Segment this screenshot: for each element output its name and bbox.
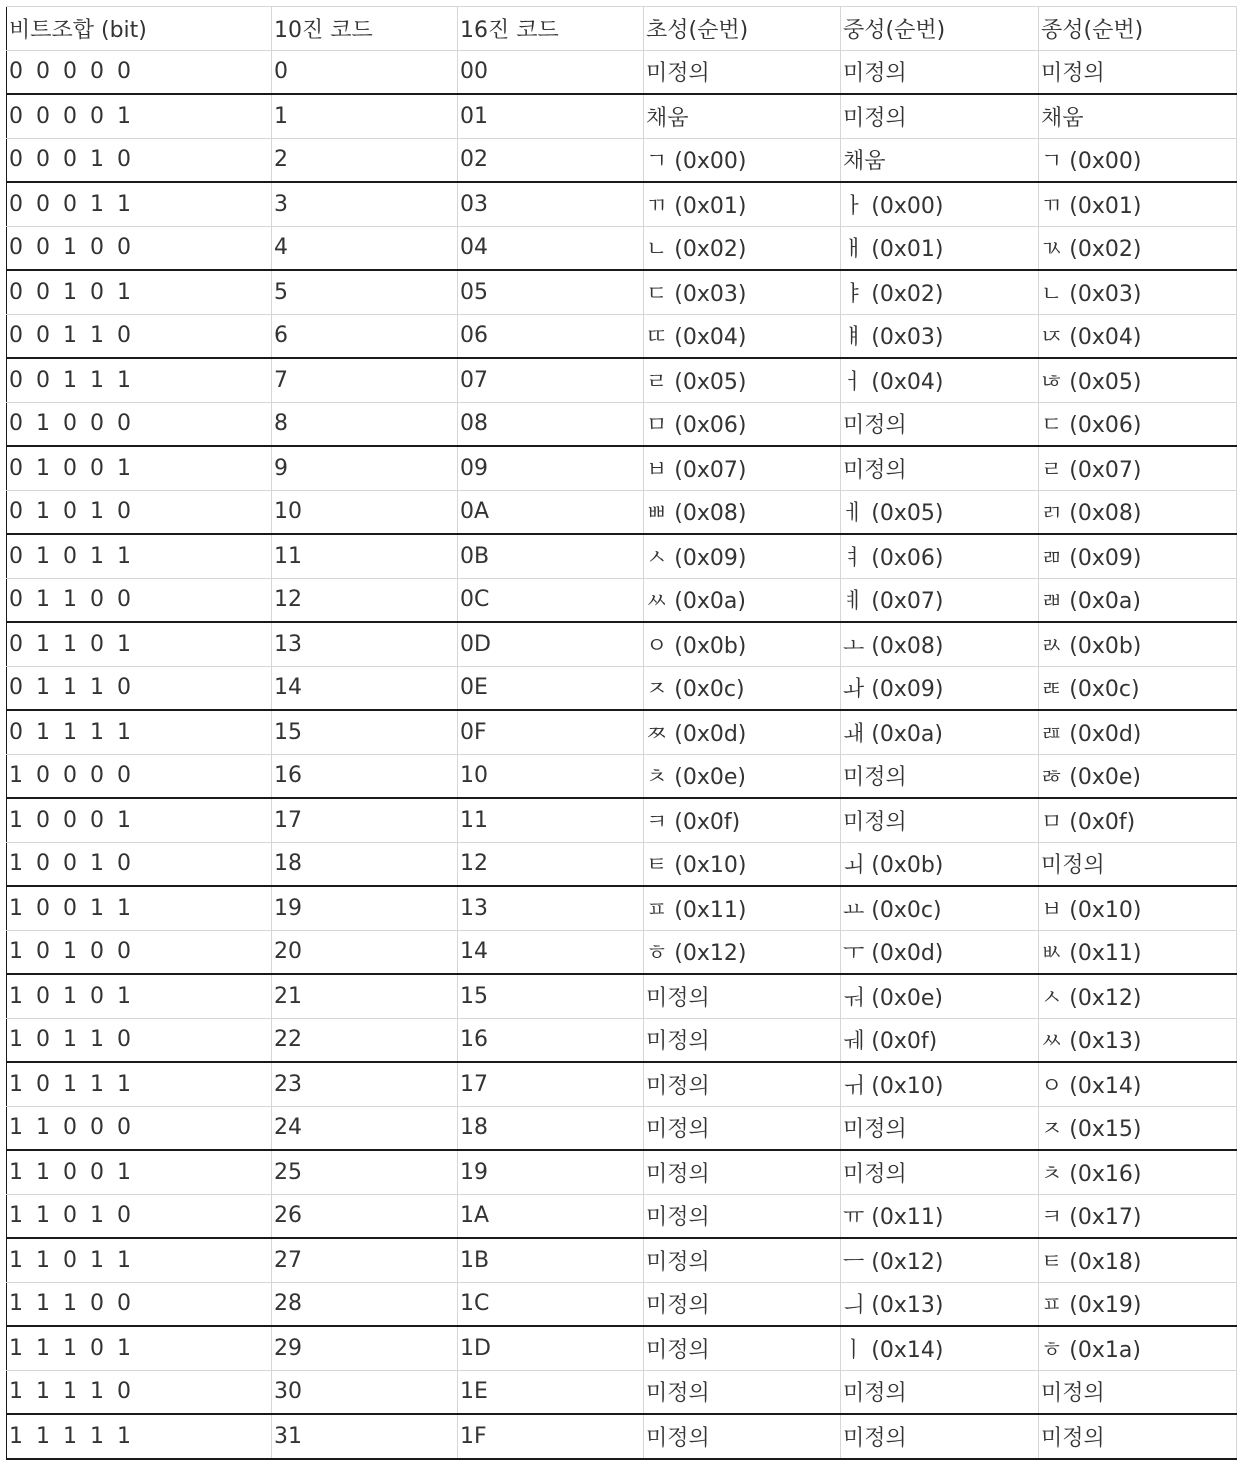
hex-cell: 0B — [458, 534, 644, 578]
initial-cell: 미정의 — [644, 974, 841, 1018]
final-cell: 미정의 — [1039, 842, 1237, 886]
medial-cell: ㅐ (0x01) — [841, 226, 1039, 270]
header-row — [7, 7, 1237, 51]
medial-cell: 미정의 — [841, 402, 1039, 446]
hex-cell: 17 — [458, 1062, 644, 1106]
medial-cell: 미정의 — [841, 1106, 1039, 1150]
final-cell: 채움 — [1039, 94, 1237, 138]
initial-cell: ㅂ (0x07) — [644, 446, 841, 490]
table-row — [7, 1414, 1237, 1459]
final-cell: ㄹ (0x07) — [1039, 446, 1237, 490]
initial-cell: ㅋ (0x0f) — [644, 798, 841, 842]
initial-cell: 미정의 — [644, 1282, 841, 1326]
header-initial-consonant: 초성(순번) — [644, 7, 841, 51]
table-row — [7, 94, 1237, 138]
initial-cell: 미정의 — [644, 1370, 841, 1414]
medial-cell: 미정의 — [841, 446, 1039, 490]
final-cell: ㅇ (0x14) — [1039, 1062, 1237, 1106]
decimal-cell: 28 — [272, 1282, 458, 1326]
hex-cell: 0A — [458, 490, 644, 534]
final-cell: ㄵ (0x04) — [1039, 314, 1237, 358]
hex-cell: 03 — [458, 182, 644, 226]
bit-cell: 1 1 1 1 0 — [7, 1370, 272, 1414]
bit-cell: 1 0 1 0 1 — [7, 974, 272, 1018]
initial-cell: 미정의 — [644, 1106, 841, 1150]
final-cell: ㄼ (0x0a) — [1039, 578, 1237, 622]
final-cell: ㄳ (0x02) — [1039, 226, 1237, 270]
table-row — [7, 534, 1237, 578]
decimal-cell: 19 — [272, 886, 458, 930]
final-cell: ㅎ (0x1a) — [1039, 1326, 1237, 1370]
bit-cell: 0 0 1 1 1 — [7, 358, 272, 402]
hex-cell: 08 — [458, 402, 644, 446]
table-row — [7, 1370, 1237, 1414]
hex-cell: 1B — [458, 1238, 644, 1282]
initial-cell: ㅇ (0x0b) — [644, 622, 841, 666]
initial-cell: ㄸ (0x04) — [644, 314, 841, 358]
hex-cell: 14 — [458, 930, 644, 974]
initial-cell: ㅉ (0x0d) — [644, 710, 841, 754]
medial-cell: 미정의 — [841, 50, 1039, 94]
decimal-cell: 29 — [272, 1326, 458, 1370]
final-cell: ㅌ (0x18) — [1039, 1238, 1237, 1282]
final-cell: ㅈ (0x15) — [1039, 1106, 1237, 1150]
decimal-cell: 4 — [272, 226, 458, 270]
table-row — [7, 842, 1237, 886]
decimal-cell: 6 — [272, 314, 458, 358]
bit-cell: 1 0 1 1 1 — [7, 1062, 272, 1106]
bit-cell: 0 0 1 0 0 — [7, 226, 272, 270]
initial-cell: ㄹ (0x05) — [644, 358, 841, 402]
medial-cell: ㅢ (0x13) — [841, 1282, 1039, 1326]
hex-cell: 1A — [458, 1194, 644, 1238]
hex-cell: 13 — [458, 886, 644, 930]
table-row — [7, 930, 1237, 974]
decimal-cell: 8 — [272, 402, 458, 446]
table-body — [7, 50, 1237, 1459]
bit-cell: 0 1 0 1 0 — [7, 490, 272, 534]
medial-cell: ㅟ (0x10) — [841, 1062, 1039, 1106]
table-row — [7, 1238, 1237, 1282]
decimal-cell: 5 — [272, 270, 458, 314]
final-cell: ㅊ (0x16) — [1039, 1150, 1237, 1194]
medial-cell: ㅚ (0x0b) — [841, 842, 1039, 886]
medial-cell: 미정의 — [841, 1150, 1039, 1194]
bit-cell: 0 0 0 0 1 — [7, 94, 272, 138]
final-cell: ㅋ (0x17) — [1039, 1194, 1237, 1238]
table-row — [7, 974, 1237, 1018]
hex-cell: 15 — [458, 974, 644, 1018]
bit-cell: 1 0 0 1 0 — [7, 842, 272, 886]
decimal-cell: 21 — [272, 974, 458, 1018]
hex-cell: 0F — [458, 710, 644, 754]
initial-cell: 미정의 — [644, 50, 841, 94]
medial-cell: ㅙ (0x0a) — [841, 710, 1039, 754]
final-cell: ㄾ (0x0c) — [1039, 666, 1237, 710]
final-cell: ㅀ (0x0e) — [1039, 754, 1237, 798]
initial-cell: 미정의 — [644, 1062, 841, 1106]
table-row — [7, 226, 1237, 270]
medial-cell: ㅝ (0x0e) — [841, 974, 1039, 1018]
header-bit-combination: 비트조합 (bit) — [7, 7, 272, 51]
bit-cell: 0 1 0 0 1 — [7, 446, 272, 490]
table-row — [7, 1282, 1237, 1326]
medial-cell: ㅜ (0x0d) — [841, 930, 1039, 974]
medial-cell: ㅓ (0x04) — [841, 358, 1039, 402]
decimal-cell: 24 — [272, 1106, 458, 1150]
decimal-cell: 14 — [272, 666, 458, 710]
initial-cell: 미정의 — [644, 1150, 841, 1194]
medial-cell: ㅗ (0x08) — [841, 622, 1039, 666]
final-cell: ㅂ (0x10) — [1039, 886, 1237, 930]
table-container — [6, 6, 1237, 1460]
decimal-cell: 11 — [272, 534, 458, 578]
decimal-cell: 30 — [272, 1370, 458, 1414]
bit-cell: 1 1 0 1 1 — [7, 1238, 272, 1282]
initial-cell: ㄴ (0x02) — [644, 226, 841, 270]
decimal-cell: 15 — [272, 710, 458, 754]
table-row — [7, 270, 1237, 314]
medial-cell: 미정의 — [841, 94, 1039, 138]
decimal-cell: 23 — [272, 1062, 458, 1106]
medial-cell: 미정의 — [841, 1414, 1039, 1459]
decimal-cell: 13 — [272, 622, 458, 666]
final-cell: ㄽ (0x0b) — [1039, 622, 1237, 666]
table-row — [7, 798, 1237, 842]
hex-cell: 0D — [458, 622, 644, 666]
hex-cell: 10 — [458, 754, 644, 798]
final-cell: 미정의 — [1039, 1370, 1237, 1414]
medial-cell: ㅘ (0x09) — [841, 666, 1039, 710]
bit-cell: 0 1 1 1 1 — [7, 710, 272, 754]
bit-cell: 1 1 0 1 0 — [7, 1194, 272, 1238]
table-row — [7, 1194, 1237, 1238]
bit-cell: 0 1 1 0 0 — [7, 578, 272, 622]
decimal-cell: 22 — [272, 1018, 458, 1062]
initial-cell: 미정의 — [644, 1326, 841, 1370]
initial-cell: ㄷ (0x03) — [644, 270, 841, 314]
table-row — [7, 1326, 1237, 1370]
table-row — [7, 622, 1237, 666]
hex-cell: 02 — [458, 138, 644, 182]
initial-cell: ㅅ (0x09) — [644, 534, 841, 578]
decimal-cell: 26 — [272, 1194, 458, 1238]
initial-cell: 미정의 — [644, 1414, 841, 1459]
bit-cell: 1 1 1 0 0 — [7, 1282, 272, 1326]
initial-cell: ㅎ (0x12) — [644, 930, 841, 974]
table-row — [7, 1018, 1237, 1062]
hex-cell: 19 — [458, 1150, 644, 1194]
bit-cell: 1 0 0 1 1 — [7, 886, 272, 930]
hex-cell: 16 — [458, 1018, 644, 1062]
final-cell: ㄱ (0x00) — [1039, 138, 1237, 182]
decimal-cell: 17 — [272, 798, 458, 842]
bit-cell: 0 1 0 0 0 — [7, 402, 272, 446]
initial-cell: ㅆ (0x0a) — [644, 578, 841, 622]
final-cell: ㅅ (0x12) — [1039, 974, 1237, 1018]
initial-cell: 채움 — [644, 94, 841, 138]
table-row — [7, 1150, 1237, 1194]
medial-cell: 미정의 — [841, 1370, 1039, 1414]
table-row — [7, 358, 1237, 402]
final-cell: ㅁ (0x0f) — [1039, 798, 1237, 842]
final-cell: ㅍ (0x19) — [1039, 1282, 1237, 1326]
medial-cell: ㅔ (0x05) — [841, 490, 1039, 534]
medial-cell: ㅡ (0x12) — [841, 1238, 1039, 1282]
hex-cell: 1E — [458, 1370, 644, 1414]
decimal-cell: 12 — [272, 578, 458, 622]
decimal-cell: 0 — [272, 50, 458, 94]
final-cell: ㄻ (0x09) — [1039, 534, 1237, 578]
hex-cell: 05 — [458, 270, 644, 314]
hex-cell: 0C — [458, 578, 644, 622]
medial-cell: ㅖ (0x07) — [841, 578, 1039, 622]
hex-cell: 0E — [458, 666, 644, 710]
table-row — [7, 578, 1237, 622]
table-row — [7, 446, 1237, 490]
hex-cell: 1D — [458, 1326, 644, 1370]
initial-cell: ㅃ (0x08) — [644, 490, 841, 534]
header-decimal-code: 10진 코드 — [272, 7, 458, 51]
table-row — [7, 490, 1237, 534]
table-row — [7, 50, 1237, 94]
final-cell: ㄴ (0x03) — [1039, 270, 1237, 314]
decimal-cell: 1 — [272, 94, 458, 138]
bit-cell: 1 0 0 0 1 — [7, 798, 272, 842]
decimal-cell: 2 — [272, 138, 458, 182]
final-cell: ㄶ (0x05) — [1039, 358, 1237, 402]
initial-cell: ㅈ (0x0c) — [644, 666, 841, 710]
hex-cell: 12 — [458, 842, 644, 886]
medial-cell: 채움 — [841, 138, 1039, 182]
bit-cell: 1 1 1 1 1 — [7, 1414, 272, 1459]
hex-cell: 1F — [458, 1414, 644, 1459]
table-row — [7, 1106, 1237, 1150]
bit-cell: 0 0 0 0 0 — [7, 50, 272, 94]
bit-cell: 0 0 1 0 1 — [7, 270, 272, 314]
table-row — [7, 886, 1237, 930]
table-row — [7, 402, 1237, 446]
bit-cell: 1 1 1 0 1 — [7, 1326, 272, 1370]
johab-code-table — [6, 6, 1237, 1460]
bit-cell: 0 1 1 0 1 — [7, 622, 272, 666]
bit-cell: 1 0 1 0 0 — [7, 930, 272, 974]
decimal-cell: 25 — [272, 1150, 458, 1194]
medial-cell: ㅠ (0x11) — [841, 1194, 1039, 1238]
medial-cell: ㅒ (0x03) — [841, 314, 1039, 358]
decimal-cell: 31 — [272, 1414, 458, 1459]
table-row — [7, 182, 1237, 226]
bit-cell: 0 0 0 1 0 — [7, 138, 272, 182]
final-cell: ㄲ (0x01) — [1039, 182, 1237, 226]
table-row — [7, 314, 1237, 358]
decimal-cell: 7 — [272, 358, 458, 402]
bit-cell: 1 0 0 0 0 — [7, 754, 272, 798]
medial-cell: 미정의 — [841, 754, 1039, 798]
hex-cell: 04 — [458, 226, 644, 270]
hex-cell: 11 — [458, 798, 644, 842]
initial-cell: 미정의 — [644, 1194, 841, 1238]
table-row — [7, 138, 1237, 182]
final-cell: ㅄ (0x11) — [1039, 930, 1237, 974]
initial-cell: ㄱ (0x00) — [644, 138, 841, 182]
bit-cell: 1 0 1 1 0 — [7, 1018, 272, 1062]
final-cell: 미정의 — [1039, 1414, 1237, 1459]
hex-cell: 18 — [458, 1106, 644, 1150]
final-cell: ㄿ (0x0d) — [1039, 710, 1237, 754]
hex-cell: 09 — [458, 446, 644, 490]
table-row — [7, 754, 1237, 798]
bit-cell: 0 0 1 1 0 — [7, 314, 272, 358]
initial-cell: ㅍ (0x11) — [644, 886, 841, 930]
header-medial-vowel: 중성(순번) — [841, 7, 1039, 51]
medial-cell: ㅣ (0x14) — [841, 1326, 1039, 1370]
initial-cell: 미정의 — [644, 1238, 841, 1282]
decimal-cell: 27 — [272, 1238, 458, 1282]
initial-cell: ㅊ (0x0e) — [644, 754, 841, 798]
decimal-cell: 10 — [272, 490, 458, 534]
table-row — [7, 710, 1237, 754]
table-row — [7, 666, 1237, 710]
hex-cell: 06 — [458, 314, 644, 358]
hex-cell: 00 — [458, 50, 644, 94]
final-cell: ㄷ (0x06) — [1039, 402, 1237, 446]
hex-cell: 01 — [458, 94, 644, 138]
medial-cell: 미정의 — [841, 798, 1039, 842]
bit-cell: 1 1 0 0 0 — [7, 1106, 272, 1150]
decimal-cell: 16 — [272, 754, 458, 798]
hex-cell: 07 — [458, 358, 644, 402]
initial-cell: 미정의 — [644, 1018, 841, 1062]
initial-cell: ㄲ (0x01) — [644, 182, 841, 226]
bit-cell: 0 1 0 1 1 — [7, 534, 272, 578]
bit-cell: 0 1 1 1 0 — [7, 666, 272, 710]
final-cell: 미정의 — [1039, 50, 1237, 94]
final-cell: ㄺ (0x08) — [1039, 490, 1237, 534]
medial-cell: ㅑ (0x02) — [841, 270, 1039, 314]
medial-cell: ㅞ (0x0f) — [841, 1018, 1039, 1062]
bit-cell: 1 1 0 0 1 — [7, 1150, 272, 1194]
decimal-cell: 9 — [272, 446, 458, 490]
initial-cell: ㅁ (0x06) — [644, 402, 841, 446]
decimal-cell: 3 — [272, 182, 458, 226]
header-final-consonant: 종성(순번) — [1039, 7, 1237, 51]
medial-cell: ㅛ (0x0c) — [841, 886, 1039, 930]
decimal-cell: 20 — [272, 930, 458, 974]
hex-cell: 1C — [458, 1282, 644, 1326]
header-hex-code: 16진 코드 — [458, 7, 644, 51]
medial-cell: ㅏ (0x00) — [841, 182, 1039, 226]
initial-cell: ㅌ (0x10) — [644, 842, 841, 886]
decimal-cell: 18 — [272, 842, 458, 886]
table-row — [7, 1062, 1237, 1106]
bit-cell: 0 0 0 1 1 — [7, 182, 272, 226]
medial-cell: ㅕ (0x06) — [841, 534, 1039, 578]
final-cell: ㅆ (0x13) — [1039, 1018, 1237, 1062]
